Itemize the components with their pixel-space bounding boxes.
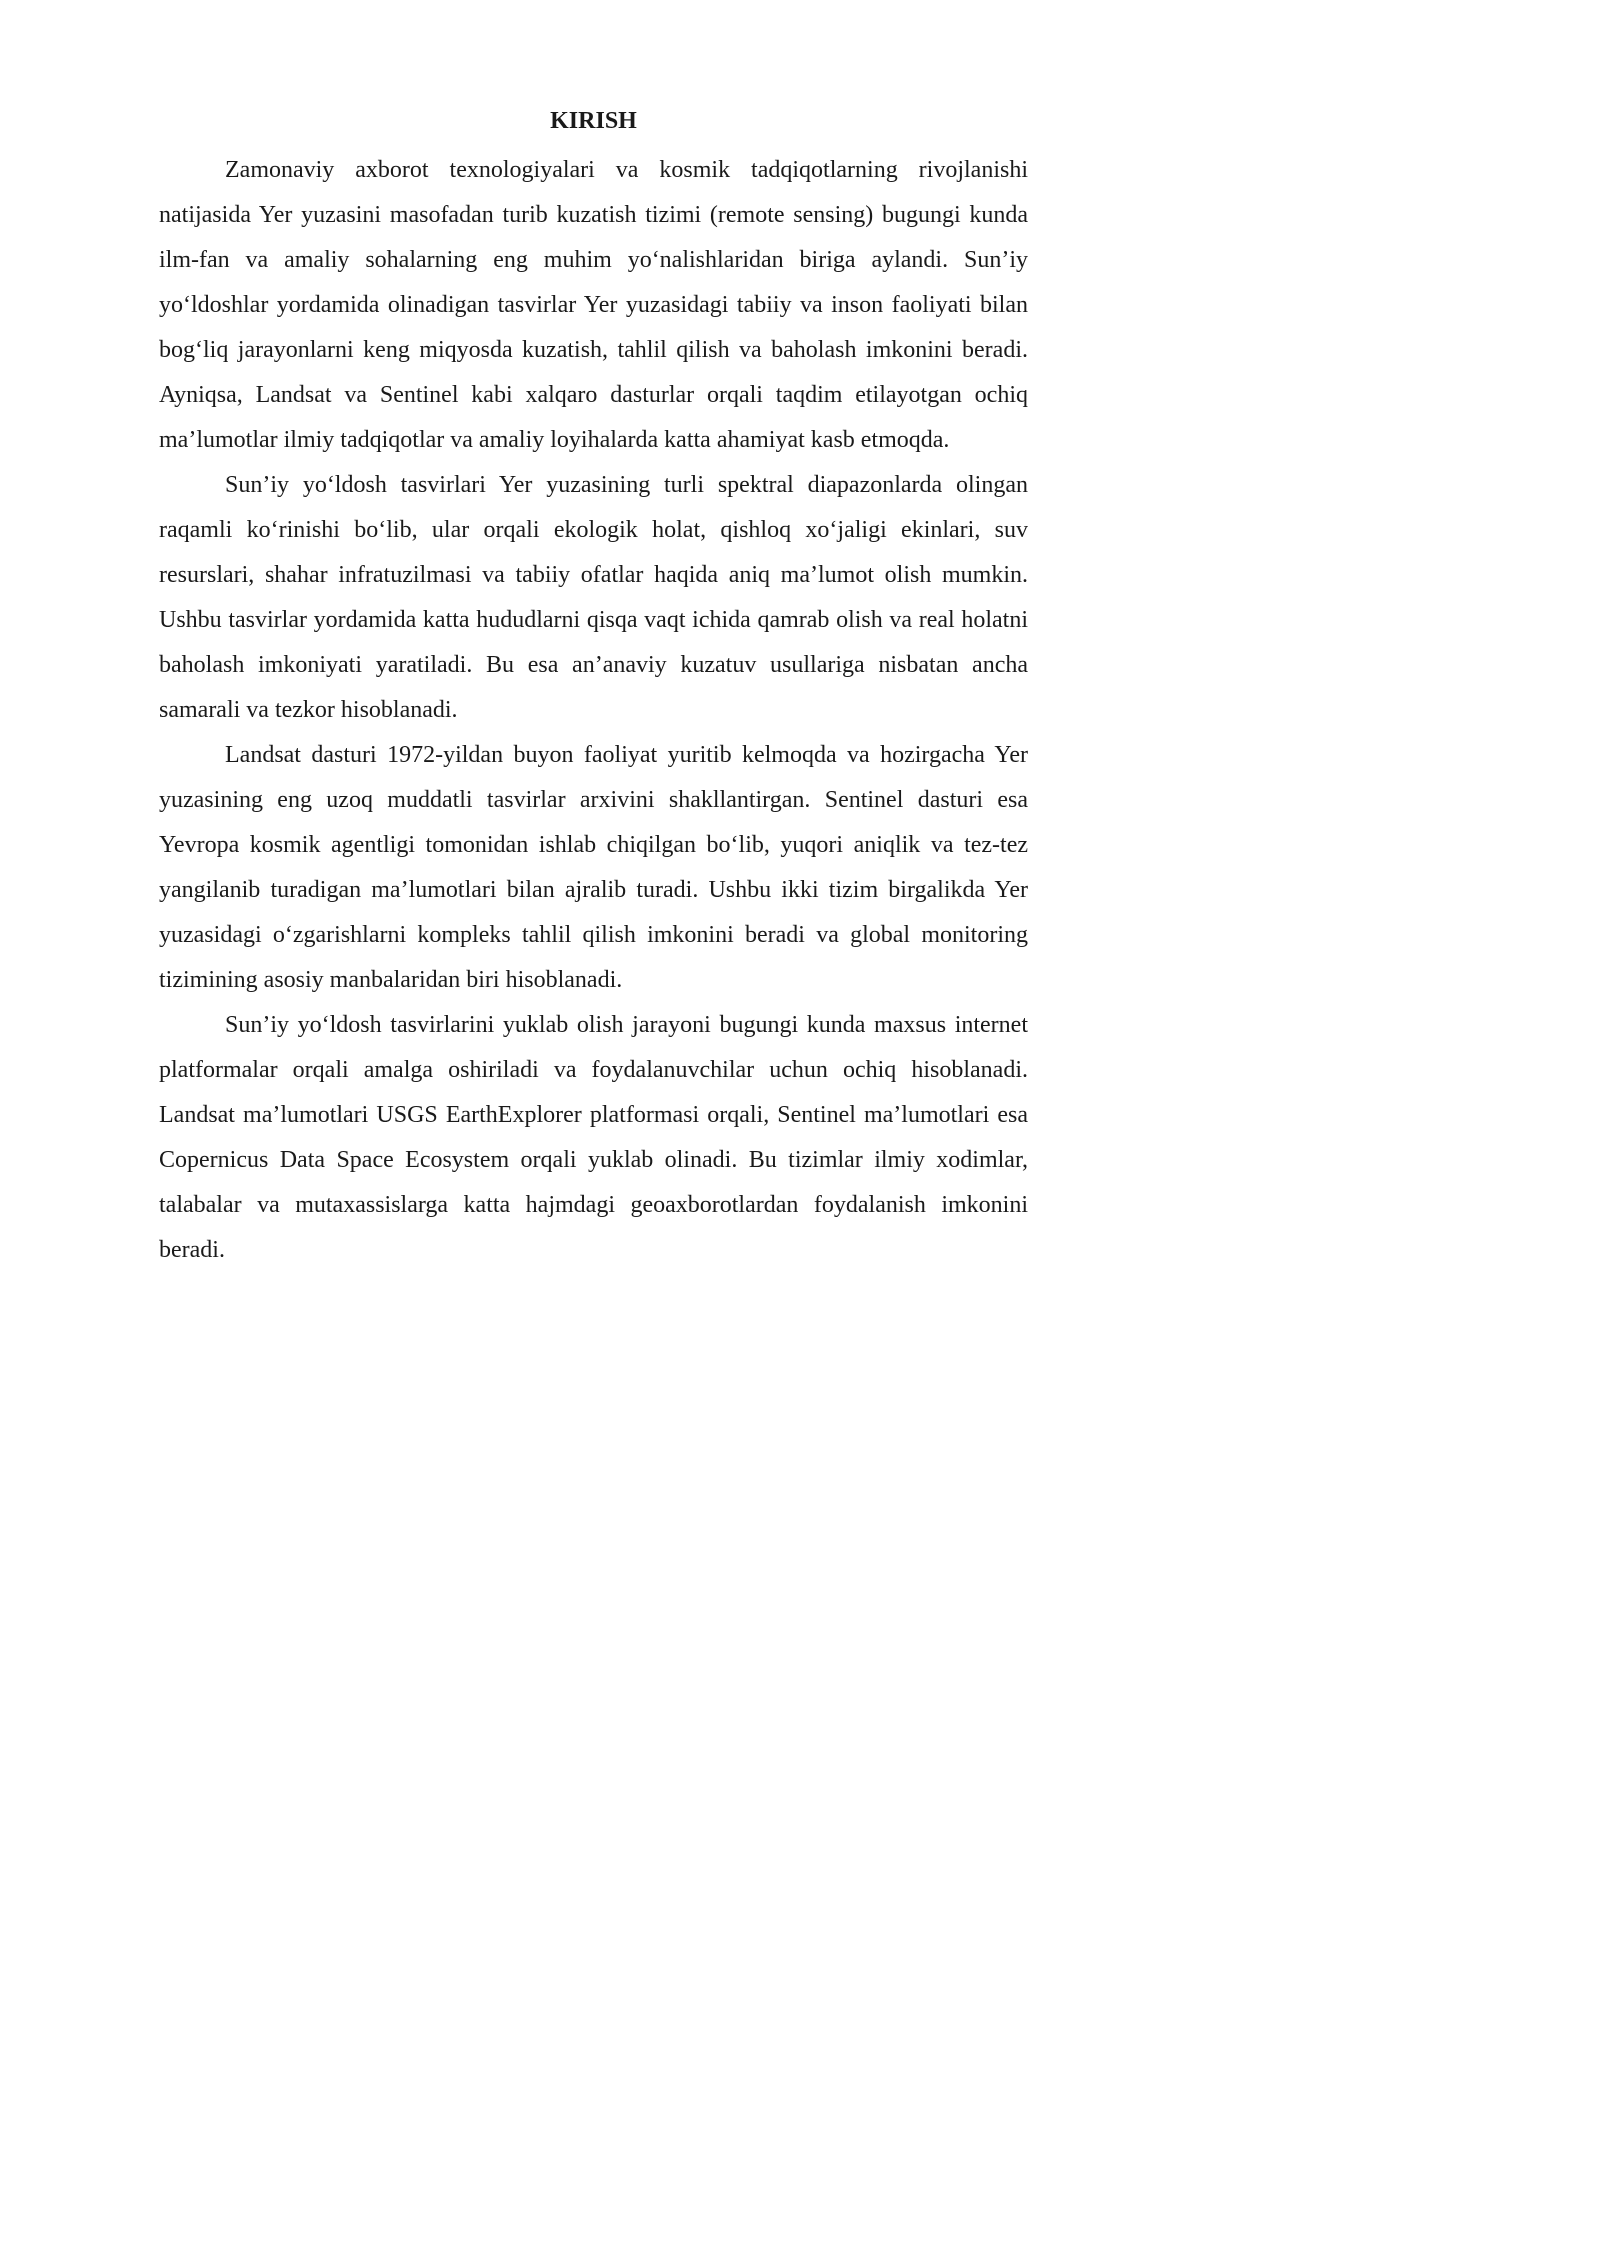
paragraph-3: Landsat dasturi 1972-yildan buyon faoliyat yuritib kelmoqda va hozirgacha Yer yuzasining eng uzoq muddatli tasvirlar arxivini shakllantirgan. Sentinel dasturi esa Yevropa kosmik agentligi tomonidan ishlab chiqilgan bo‘lib, yuqori aniqlik va tez-tez yangilanib turadigan ma’lumotlari bilan ajralib turadi. Ushbu ikki tizim birgalikda Yer yuzasidagi o‘zgarishlarni kompleks tahlil qilish imkonini beradi va global monitoring tizimining asosiy manbalaridan biri hisoblanadi. — [159, 742, 1028, 993]
paragraph-4: Sun’iy yo‘ldosh tasvirlarini yuklab olish jarayoni bugungi kunda maxsus internet platformalar orqali amalga oshiriladi va foydalanuvchilar uchun ochiq hisoblanadi. Landsat ma’lumotlari USGS EarthExplorer platformasi orqali, Sentinel ma’lumotlari esa Copernicus Data Space Ecosystem orqali yuklab olinadi. Bu tizimlar ilmiy xodimlar, talabalar va mutaxassislarga katta hajmdagi geoaxborotlardan foydalanish imkonini beradi. — [159, 1012, 1028, 1263]
paragraph-2: Sun’iy yo‘ldosh tasvirlari Yer yuzasining turli spektral diapazonlarda olingan raqamli ko‘rinishi bo‘lib, ular orqali ekologik holat, qishloq xo‘jaligi ekinlari, suv resurslari, shahar infratuzilmasi va tabiiy ofatlar haqida aniq ma’lumot olish mumkin. Ushbu tasvirlar yordamida katta hududlarni qisqa vaqt ichida qamrab olish va real holatni baholash imkoniyati yaratiladi. Bu esa an’anaviy kuzatuv usullariga nisbatan ancha samarali va tezkor hisoblanadi. — [159, 472, 1028, 723]
page-title: KIRISH — [550, 108, 637, 134]
document-page — [0, 0, 1100, 1556]
paragraph-1: Zamonaviy axborot texnologiyalari va kosmik tadqiqotlarning rivojlanishi natijasida Yer yuzasini masofadan turib kuzatish tizimi (remote sensing) bugungi kunda ilm-fan va amaliy sohalarning eng muhim yo‘nalishlaridan biriga aylandi. Sun’iy yo‘ldoshlar yordamida olinadigan tasvirlar Yer yuzasidagi tabiiy va inson faoliyati bilan bog‘liq jarayonlarni keng miqyosda kuzatish, tahlil qilish va baholash imkonini beradi. Ayniqsa, Landsat va Sentinel kabi xalqaro dasturlar orqali taqdim etilayotgan ochiq ma’lumotlar ilmiy tadqiqotlar va amaliy loyihalarda katta ahamiyat kasb etmoqda. — [159, 157, 1028, 453]
document-body — [159, 104, 1028, 1273]
